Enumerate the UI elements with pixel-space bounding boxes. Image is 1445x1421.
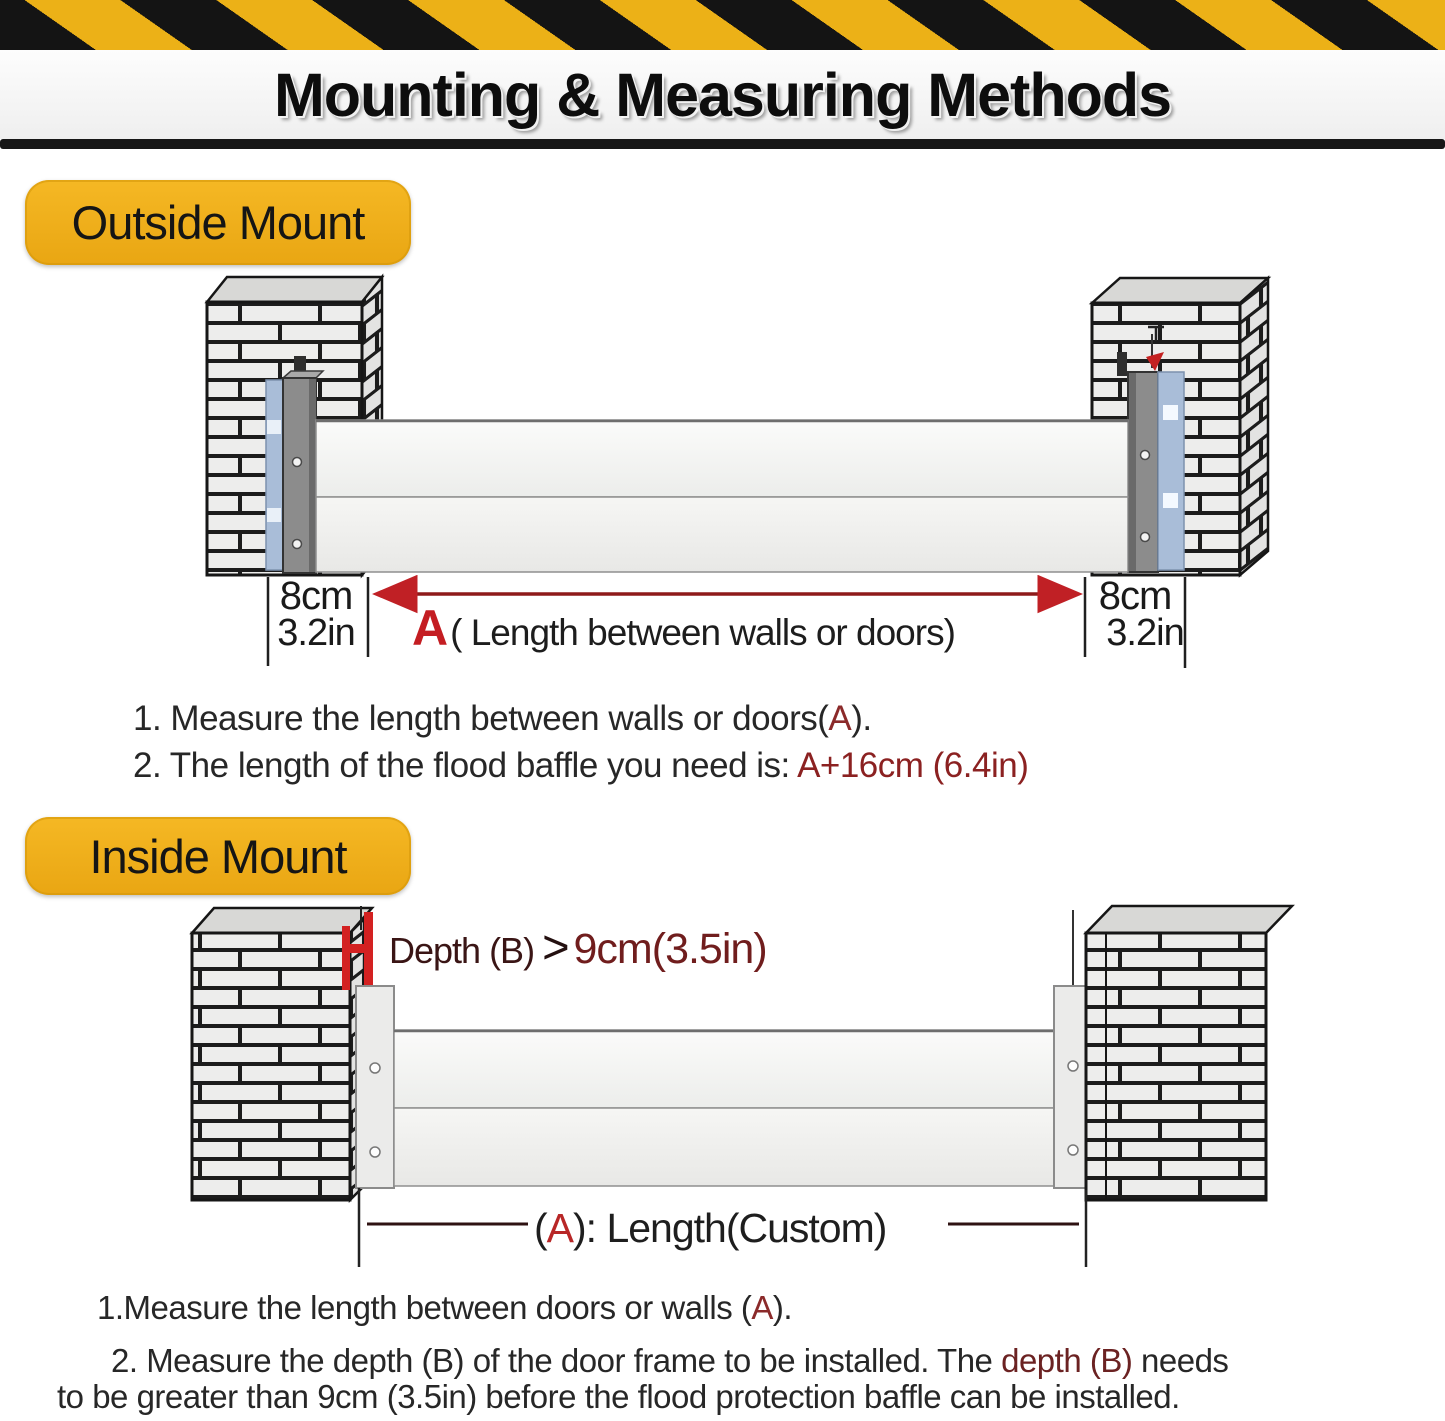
outside-step2-text: 2. The length of the flood baffle you need is: (133, 746, 798, 785)
inside-right-pillar (1086, 906, 1292, 1200)
depth-caption (389, 919, 767, 974)
inside-step-2 (111, 1342, 1228, 1380)
inside-mount-badge: Inside Mount (25, 817, 411, 895)
len-open-paren: ( (534, 1205, 547, 1251)
flood-baffle-outside (316, 420, 1128, 572)
inside-step2-end: needs (1132, 1342, 1229, 1379)
outside-step1-end: ). (851, 699, 872, 738)
len-a: A (546, 1205, 574, 1251)
outside-step2-formula: A+16cm (6.4in) (797, 746, 1029, 785)
outside-right-rail (1128, 372, 1184, 572)
depth-value: 9cm(3.5in) (573, 925, 767, 973)
label-a-text: ( Length between walls or doors) (450, 612, 955, 653)
inside-left-channel (356, 986, 394, 1188)
outside-step1-text: 1. Measure the length between walls or doors( (133, 699, 829, 738)
inside-length-caption (534, 1205, 886, 1252)
inside-step2-depth: depth (B) (1001, 1342, 1133, 1379)
outside-step-2 (133, 746, 1028, 786)
inside-step1-end: ). (772, 1289, 793, 1326)
inside-step-1 (97, 1289, 792, 1327)
outside-left-rail (266, 371, 323, 573)
depth-label-text: Depth (B) (389, 930, 535, 971)
greater-than-sign: > (542, 920, 570, 973)
dim-right-in: 3.2in (1106, 612, 1184, 654)
outside-step1-a: A (828, 699, 852, 738)
right-anchor-slot (1117, 352, 1127, 376)
dim-left-cm: 8cm (279, 574, 353, 618)
inside-step1-text: 1.Measure the length between doors or walls ( (97, 1289, 752, 1326)
length-a-caption (412, 599, 955, 657)
flood-baffle-inside (394, 1030, 1056, 1186)
dim-left-in: 3.2in (277, 612, 355, 654)
outside-mount-badge: Outside Mount (25, 180, 411, 265)
inside-step-3: to be greater than 9cm (3.5in) before the flood protection baffle can be installed. (57, 1378, 1180, 1415)
dim-right-cm: 8cm (1098, 574, 1172, 618)
outside-step-1 (133, 699, 872, 739)
page-title: Mounting & Measuring Methods (273, 60, 1172, 129)
label-a: A (412, 600, 449, 656)
inside-step1-a: A (751, 1289, 773, 1326)
len-rest: ): Length(Custom) (573, 1205, 887, 1251)
inside-step2-text: 2. Measure the depth (B) of the door frame to be installed. The (111, 1342, 1002, 1379)
